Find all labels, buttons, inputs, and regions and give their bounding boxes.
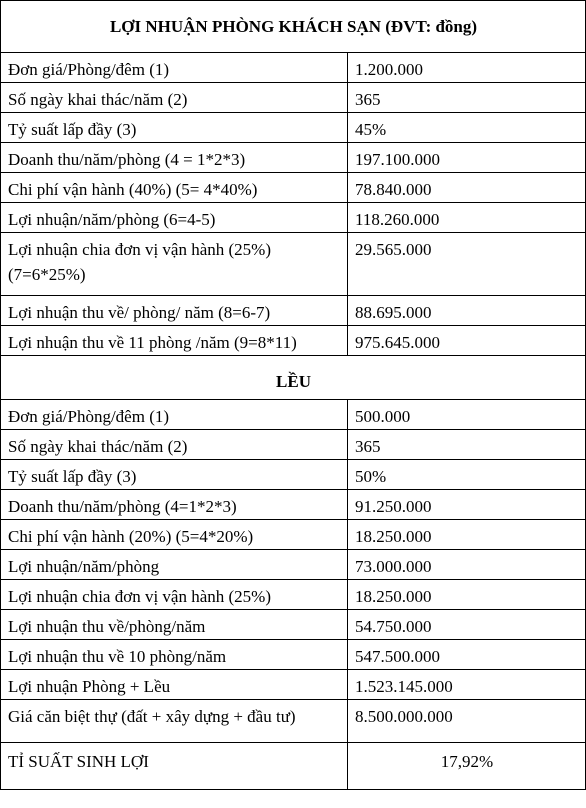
row-label: Đơn giá/Phòng/đêm (1) [1,400,348,430]
table-row [1,430,586,460]
row-value: 91.250.000 [348,490,586,520]
row-value: 1.523.145.000 [348,670,586,700]
final-label: TỈ SUẤT SINH LỢI [1,743,348,790]
row-value: 73.000.000 [348,550,586,580]
table-row [1,460,586,490]
row-label: Lợi nhuận Phòng + Lều [1,670,348,700]
row-label: Lợi nhuận chia đơn vị vận hành (25%) [1,580,348,610]
table-row [1,400,586,430]
row-label: Lợi nhuận thu về/ phòng/ năm (8=6-7) [1,296,348,326]
row-value: 29.565.000 [348,233,586,296]
table-row [1,580,586,610]
row-label: Lợi nhuận thu về 10 phòng/năm [1,640,348,670]
final-row [1,743,586,790]
section-header-tent [1,356,586,400]
table-row [1,203,586,233]
table-row [1,640,586,670]
table-row [1,610,586,640]
row-label: Lợi nhuận/năm/phòng (6=4-5) [1,203,348,233]
row-label: Lợi nhuận thu về 11 phòng /năm (9=8*11) [1,326,348,356]
row-label: Số ngày khai thác/năm (2) [1,83,348,113]
row-value: 975.645.000 [348,326,586,356]
table-row [1,113,586,143]
final-value: 17,92% [348,743,586,790]
section-title: LỢI NHUẬN PHÒNG KHÁCH SẠN (ĐVT: đồng) [1,1,586,53]
row-label: Đơn giá/Phòng/đêm (1) [1,53,348,83]
row-label: Doanh thu/năm/phòng (4=1*2*3) [1,490,348,520]
row-value: 118.260.000 [348,203,586,233]
row-label: Giá căn biệt thự (đất + xây dựng + đầu tư) [1,700,348,743]
row-label: Tỷ suất lấp đầy (3) [1,113,348,143]
row-value: 50% [348,460,586,490]
row-value: 197.100.000 [348,143,586,173]
row-label: Chi phí vận hành (20%) (5=4*20%) [1,520,348,550]
row-value: 18.250.000 [348,520,586,550]
table-row [1,490,586,520]
table-row [1,173,586,203]
table-row [1,520,586,550]
table-row [1,550,586,580]
table-row [1,326,586,356]
row-value: 365 [348,430,586,460]
row-label: Chi phí vận hành (40%) (5= 4*40%) [1,173,348,203]
table-row [1,233,586,296]
row-label: Lợi nhuận/năm/phòng [1,550,348,580]
row-label: Lợi nhuận chia đơn vị vận hành (25%) (7=6*25%) [1,233,348,296]
row-value: 88.695.000 [348,296,586,326]
table-row [1,670,586,700]
row-value: 365 [348,83,586,113]
row-label: Doanh thu/năm/phòng (4 = 1*2*3) [1,143,348,173]
row-label: Số ngày khai thác/năm (2) [1,430,348,460]
section-header-hotel [1,1,586,53]
row-value: 45% [348,113,586,143]
table-row [1,143,586,173]
row-value: 18.250.000 [348,580,586,610]
row-value: 78.840.000 [348,173,586,203]
row-value: 500.000 [348,400,586,430]
table-row [1,296,586,326]
table-row [1,700,586,743]
row-value: 54.750.000 [348,610,586,640]
row-label: Lợi nhuận thu về/phòng/năm [1,610,348,640]
row-label: Tỷ suất lấp đầy (3) [1,460,348,490]
table-row [1,53,586,83]
row-value: 1.200.000 [348,53,586,83]
section-title: LỀU [1,356,586,400]
row-value: 8.500.000.000 [348,700,586,743]
row-value: 547.500.000 [348,640,586,670]
table-row [1,83,586,113]
